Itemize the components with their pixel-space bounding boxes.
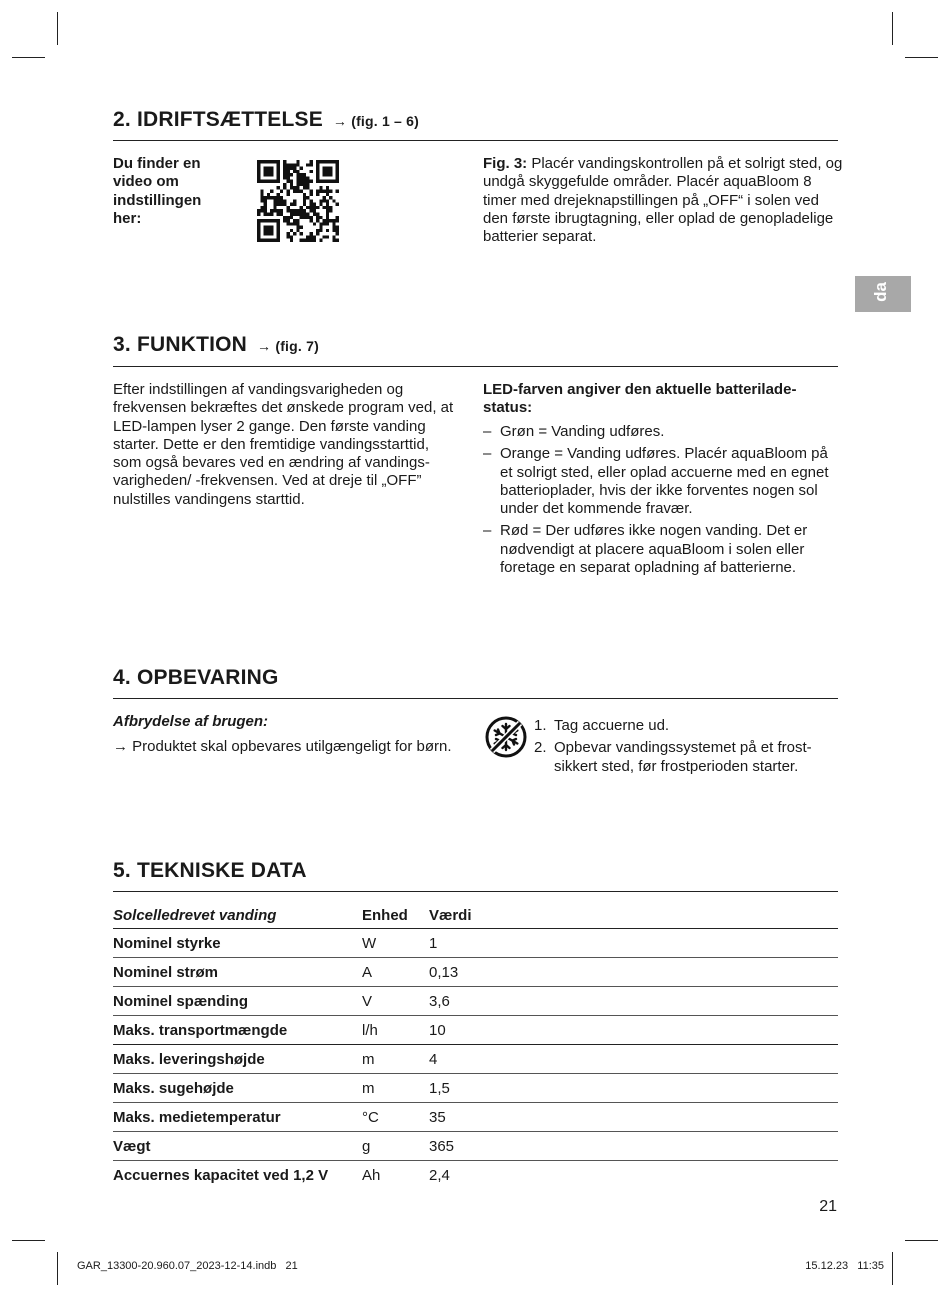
section-3-figure-ref: → (fig. 7) xyxy=(257,338,319,354)
qr-code[interactable] xyxy=(257,160,339,242)
section-3-heading xyxy=(113,333,319,357)
section-5-heading xyxy=(113,859,307,883)
qr-code-image xyxy=(257,160,339,242)
section-3-title: 3. FUNKTION xyxy=(113,333,248,356)
spec-value: 10 xyxy=(429,1021,446,1039)
table-row xyxy=(113,1161,838,1190)
table-row xyxy=(113,958,838,987)
page-number: 21 xyxy=(819,1198,837,1215)
spec-value: 35 xyxy=(429,1108,446,1126)
spec-unit: °C xyxy=(362,1108,379,1126)
spec-unit: l/h xyxy=(362,1021,378,1039)
spec-name: Nominel spænding xyxy=(113,992,248,1010)
section-2-heading xyxy=(113,108,419,132)
column-header: Værdi xyxy=(429,906,472,924)
led-heading: LED-farven angiver den aktuelle batteriladestatus: xyxy=(483,381,797,417)
crop-mark xyxy=(12,57,45,58)
fig-3-label: Fig. 3: xyxy=(483,155,528,172)
spec-unit: g xyxy=(362,1137,371,1155)
storage-step xyxy=(534,739,834,776)
spec-value: 1 xyxy=(429,934,438,952)
video-text: Du finder en video om indstillingen her: xyxy=(113,155,202,227)
footer-date-time: 15.12.23 11:35 xyxy=(805,1260,884,1272)
spec-unit: W xyxy=(362,934,377,952)
section-2-figure-ref: → (fig. 1 – 6) xyxy=(332,113,419,129)
fig-3-text xyxy=(483,155,843,246)
spec-name: Maks. leveringshøjde xyxy=(113,1050,265,1068)
table-row xyxy=(113,929,838,958)
table-header-row xyxy=(113,902,838,929)
table-row xyxy=(113,987,838,1016)
step-text: Tag accuerne ud. xyxy=(554,717,670,734)
crop-mark xyxy=(12,1240,45,1241)
spec-name: Maks. medietemperatur xyxy=(113,1108,281,1126)
table-row xyxy=(113,1045,838,1074)
function-body-text: Efter indstillingen af vandingsvarigheden og frekvensen bekræftes det ønskede program ved, at LED-lampen lyser 2 gange. Den første vanding starter. Dette er den fremtidige vandingsstarttid, som også bevares ved en ændring af vandingsvarigheden/ -frekvensen. Ved at dreje til „OFF” nulstilles vandingens starttid. xyxy=(113,381,454,508)
table-row xyxy=(113,1103,838,1132)
crop-mark xyxy=(905,1240,938,1241)
section-5-title: 5. TEKNISKE DATA xyxy=(113,859,307,882)
spec-value: 3,6 xyxy=(429,992,450,1010)
spec-unit: m xyxy=(362,1079,375,1097)
section-4-rule xyxy=(113,698,838,699)
spec-name: Maks. transportmængde xyxy=(113,1021,288,1039)
spec-value: 0,13 xyxy=(429,963,459,981)
led-status-item: – Rød = Der udføres ikke nogen vanding. Det er nødvendigt at placere aquaBloom i solen eller foretage en separat opladning af batterierne. xyxy=(483,522,833,577)
spec-unit: m xyxy=(362,1050,375,1068)
crop-mark xyxy=(892,1252,893,1285)
led-status-list xyxy=(483,423,833,581)
section-4-heading xyxy=(113,666,279,690)
spec-name: Maks. sugehøjde xyxy=(113,1079,234,1097)
spec-name: Vægt xyxy=(113,1137,151,1155)
spec-value: 4 xyxy=(429,1050,438,1068)
section-3-rule xyxy=(113,366,838,367)
section-5-rule xyxy=(113,891,838,892)
storage-note: → Produktet skal opbevares utilgængeligt for børn. xyxy=(113,738,452,755)
fig-3-description: Placér vandingskontrollen på et solrigt sted, og undgå skyggefulde områder. Placér aquaBloom 8 timer med drejeknapstillingen på „OFF“ i solen ved den første ibrugtagning, eller oplad de genopladelige batterier separat. xyxy=(483,155,843,246)
spec-name: Accuernes kapacitet ved 1,2 V xyxy=(113,1166,329,1184)
section-2-rule xyxy=(113,140,838,141)
spec-unit: Ah xyxy=(362,1166,381,1184)
spec-value: 1,5 xyxy=(429,1079,450,1097)
spec-name: Nominel styrke xyxy=(113,934,221,952)
storage-step xyxy=(534,717,834,735)
language-tab xyxy=(855,276,911,312)
technical-data-table xyxy=(113,902,838,1189)
storage-steps-list xyxy=(534,717,834,780)
spec-name: Nominel strøm xyxy=(113,963,219,981)
step-number: 1. xyxy=(534,717,547,734)
step-text: Opbevar vandingssystemet på et frostsikkert sted, før frostperioden starter. xyxy=(554,739,812,775)
section-2-title: 2. IDRIFTSÆTTELSE xyxy=(113,108,323,131)
column-header: Solcelledrevet vanding xyxy=(113,906,277,924)
storage-subheading: Afbrydelse af brugen: xyxy=(113,713,269,730)
spec-value: 365 xyxy=(429,1137,455,1155)
crop-mark xyxy=(57,12,58,45)
table-row xyxy=(113,1016,838,1045)
section-4-title: 4. OPBEVARING xyxy=(113,666,279,689)
table-row xyxy=(113,1132,838,1161)
crop-mark xyxy=(57,1252,58,1285)
led-status-item: – Orange = Vanding udføres. Placér aquaBloom på et solrigt sted, eller oplad accuerne med en egnet batterioplader, hvis der ikke forventes nogen sol under det kommende fravær. xyxy=(483,445,833,518)
crop-mark xyxy=(905,57,938,58)
step-number: 2. xyxy=(534,739,547,757)
spec-unit: A xyxy=(362,963,373,981)
crop-mark xyxy=(892,12,893,45)
language-tab-label: da xyxy=(871,282,890,302)
table-row xyxy=(113,1074,838,1103)
column-header: Enhed xyxy=(362,906,408,924)
spec-unit: V xyxy=(362,992,373,1010)
spec-value: 2,4 xyxy=(429,1166,450,1184)
no-frost-icon xyxy=(484,715,528,759)
led-status-item: – Grøn = Vanding udføres. xyxy=(483,423,833,441)
footer-file-info: GAR_13300-20.960.07_2023-12-14.indb 21 xyxy=(77,1260,298,1272)
